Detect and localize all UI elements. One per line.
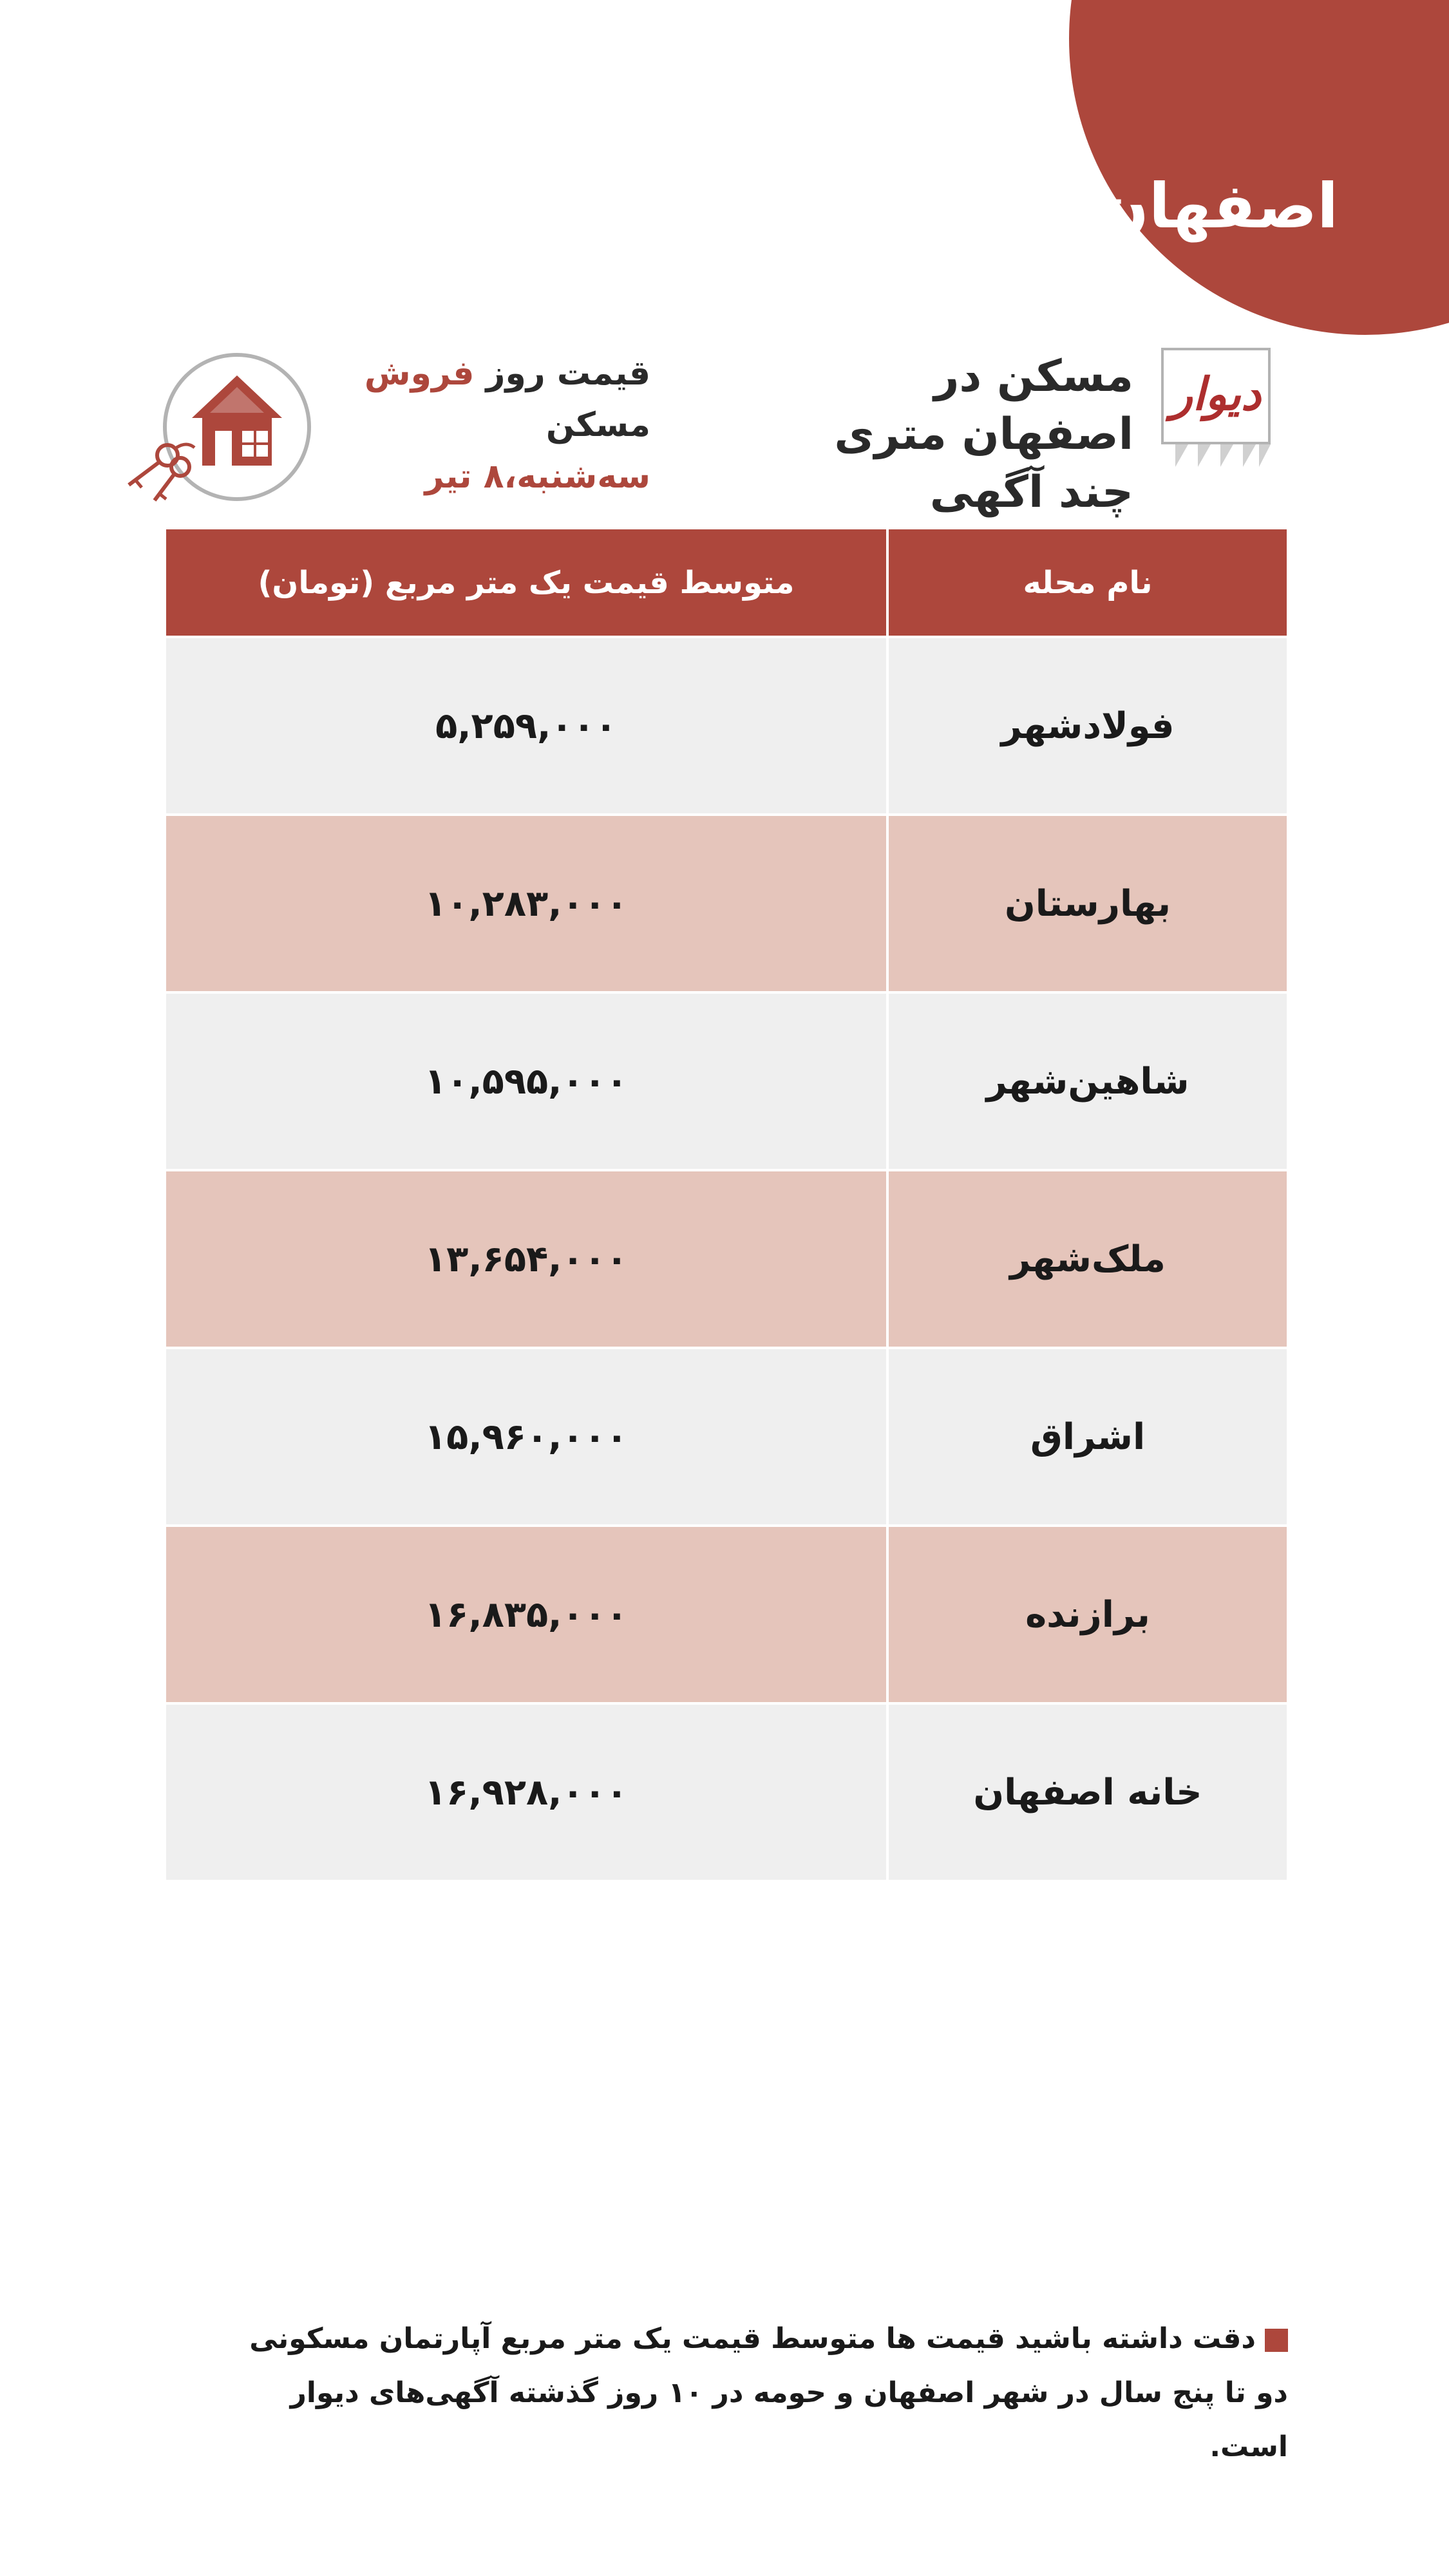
subhead-line bbox=[303, 348, 650, 451]
divar-logo bbox=[1150, 348, 1285, 470]
subhead-prefix: قیمت روز bbox=[486, 354, 650, 393]
divar-logo-text: دیوار bbox=[1170, 368, 1262, 421]
price-table bbox=[166, 529, 1287, 1880]
area-cell: بهارستان bbox=[887, 815, 1287, 992]
area-cell: شاهین‌شهر bbox=[887, 992, 1287, 1170]
table-row bbox=[166, 1703, 1287, 1880]
price-cell: ۵,۲۵۹,۰۰۰ bbox=[166, 637, 887, 815]
table-row bbox=[166, 992, 1287, 1170]
price-cell: ۱۳,۶۵۴,۰۰۰ bbox=[166, 1170, 887, 1348]
subhead-accent: فروش bbox=[364, 354, 475, 393]
header-area: نام محله bbox=[887, 529, 1287, 637]
price-cell: ۱۰,۵۹۵,۰۰۰ bbox=[166, 992, 887, 1170]
table-header-row bbox=[166, 529, 1287, 637]
area-cell: خانه اصفهان bbox=[887, 1703, 1287, 1880]
subhead-date: سه‌شنبه،۸ تیر bbox=[424, 457, 650, 496]
price-cell: ۱۶,۸۳۵,۰۰۰ bbox=[166, 1526, 887, 1703]
area-cell: ملک‌شهر bbox=[887, 1170, 1287, 1348]
footnote-marker bbox=[1265, 2329, 1288, 2352]
price-cell: ۱۵,۹۶۰,۰۰۰ bbox=[166, 1348, 887, 1526]
subhead bbox=[303, 348, 650, 502]
header-price: متوسط قیمت یک متر مربع (تومان) bbox=[166, 529, 887, 637]
area-cell: اشراق bbox=[887, 1348, 1287, 1526]
area-cell: برازنده bbox=[887, 1526, 1287, 1703]
subhead-suffix: مسکن bbox=[545, 406, 650, 444]
table-row bbox=[166, 1526, 1287, 1703]
headline: مسکن در اصفهان متری چند آگهی bbox=[834, 351, 1133, 518]
price-cell: ۱۰,۲۸۳,۰۰۰ bbox=[166, 815, 887, 992]
house-keys-icon bbox=[122, 351, 316, 506]
table-row bbox=[166, 815, 1287, 992]
footnote bbox=[213, 2312, 1288, 2474]
table-row bbox=[166, 1170, 1287, 1348]
table-row bbox=[166, 1348, 1287, 1526]
price-cell: ۱۶,۹۲۸,۰۰۰ bbox=[166, 1703, 887, 1880]
area-cell: فولادشهر bbox=[887, 637, 1287, 815]
footnote-text: دقت داشته باشید قیمت ها متوسط قیمت یک متر مربع آپارتمان مسکونی دو تا پنج سال در شهر اصفهان و حومه در ۱۰ روز گذشته آگهی‌های دیوار است. bbox=[249, 2322, 1288, 2463]
table-row bbox=[166, 637, 1287, 815]
city-title: اصفهان bbox=[1095, 170, 1339, 242]
